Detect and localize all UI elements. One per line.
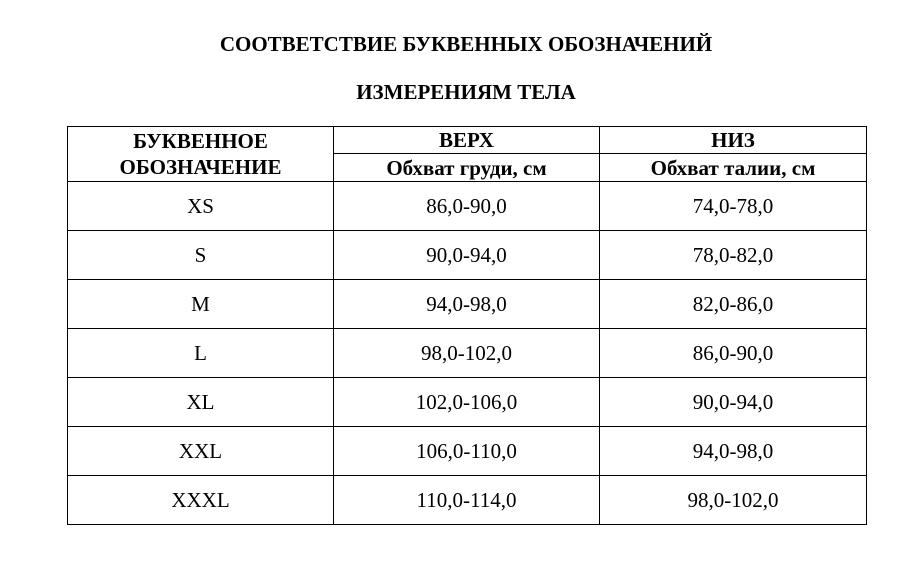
letter-designation-header-line-1: БУКВЕННОЕ <box>133 129 268 153</box>
waist-cell: 86,0-90,0 <box>600 329 867 378</box>
document-title-line-2: ИЗМЕРЕНИЯМ ТЕЛА <box>356 80 576 104</box>
table-row <box>68 476 867 525</box>
table-body <box>68 182 867 525</box>
table-row <box>68 329 867 378</box>
waist-cell: 82,0-86,0 <box>600 280 867 329</box>
table-row <box>68 378 867 427</box>
letter-designation-header-line-2: ОБОЗНАЧЕНИЕ <box>119 155 282 179</box>
size-cell: S <box>68 231 334 280</box>
size-cell: XXL <box>68 427 334 476</box>
waist-cell: 90,0-94,0 <box>600 378 867 427</box>
size-correspondence-table <box>67 126 867 525</box>
chest-cell: 106,0-110,0 <box>334 427 600 476</box>
size-cell: M <box>68 280 334 329</box>
chest-cell: 102,0-106,0 <box>334 378 600 427</box>
waist-cell: 94,0-98,0 <box>600 427 867 476</box>
table-row <box>68 231 867 280</box>
table-row <box>68 280 867 329</box>
top-header: ВЕРХ <box>334 127 600 154</box>
chest-cell: 98,0-102,0 <box>334 329 600 378</box>
waist-cell: 74,0-78,0 <box>600 182 867 231</box>
size-cell: XXXL <box>68 476 334 525</box>
letter-designation-header <box>68 127 334 182</box>
chest-cell: 90,0-94,0 <box>334 231 600 280</box>
size-cell: XS <box>68 182 334 231</box>
chest-cell: 86,0-90,0 <box>334 182 600 231</box>
table-header-row-top <box>68 127 867 154</box>
waist-cell: 98,0-102,0 <box>600 476 867 525</box>
chest-cell: 94,0-98,0 <box>334 280 600 329</box>
chest-girth-header: Обхват груди, см <box>334 154 600 182</box>
waist-girth-header: Обхват талии, см <box>600 154 867 182</box>
waist-cell: 78,0-82,0 <box>600 231 867 280</box>
document-title-line-1: СООТВЕТСТВИЕ БУКВЕННЫХ ОБОЗНАЧЕНИЙ <box>219 32 713 56</box>
table-row <box>68 182 867 231</box>
bottom-header: НИЗ <box>600 127 867 154</box>
size-cell: L <box>68 329 334 378</box>
table-header <box>68 127 867 182</box>
table-row <box>68 427 867 476</box>
size-cell: XL <box>68 378 334 427</box>
chest-cell: 110,0-114,0 <box>334 476 600 525</box>
